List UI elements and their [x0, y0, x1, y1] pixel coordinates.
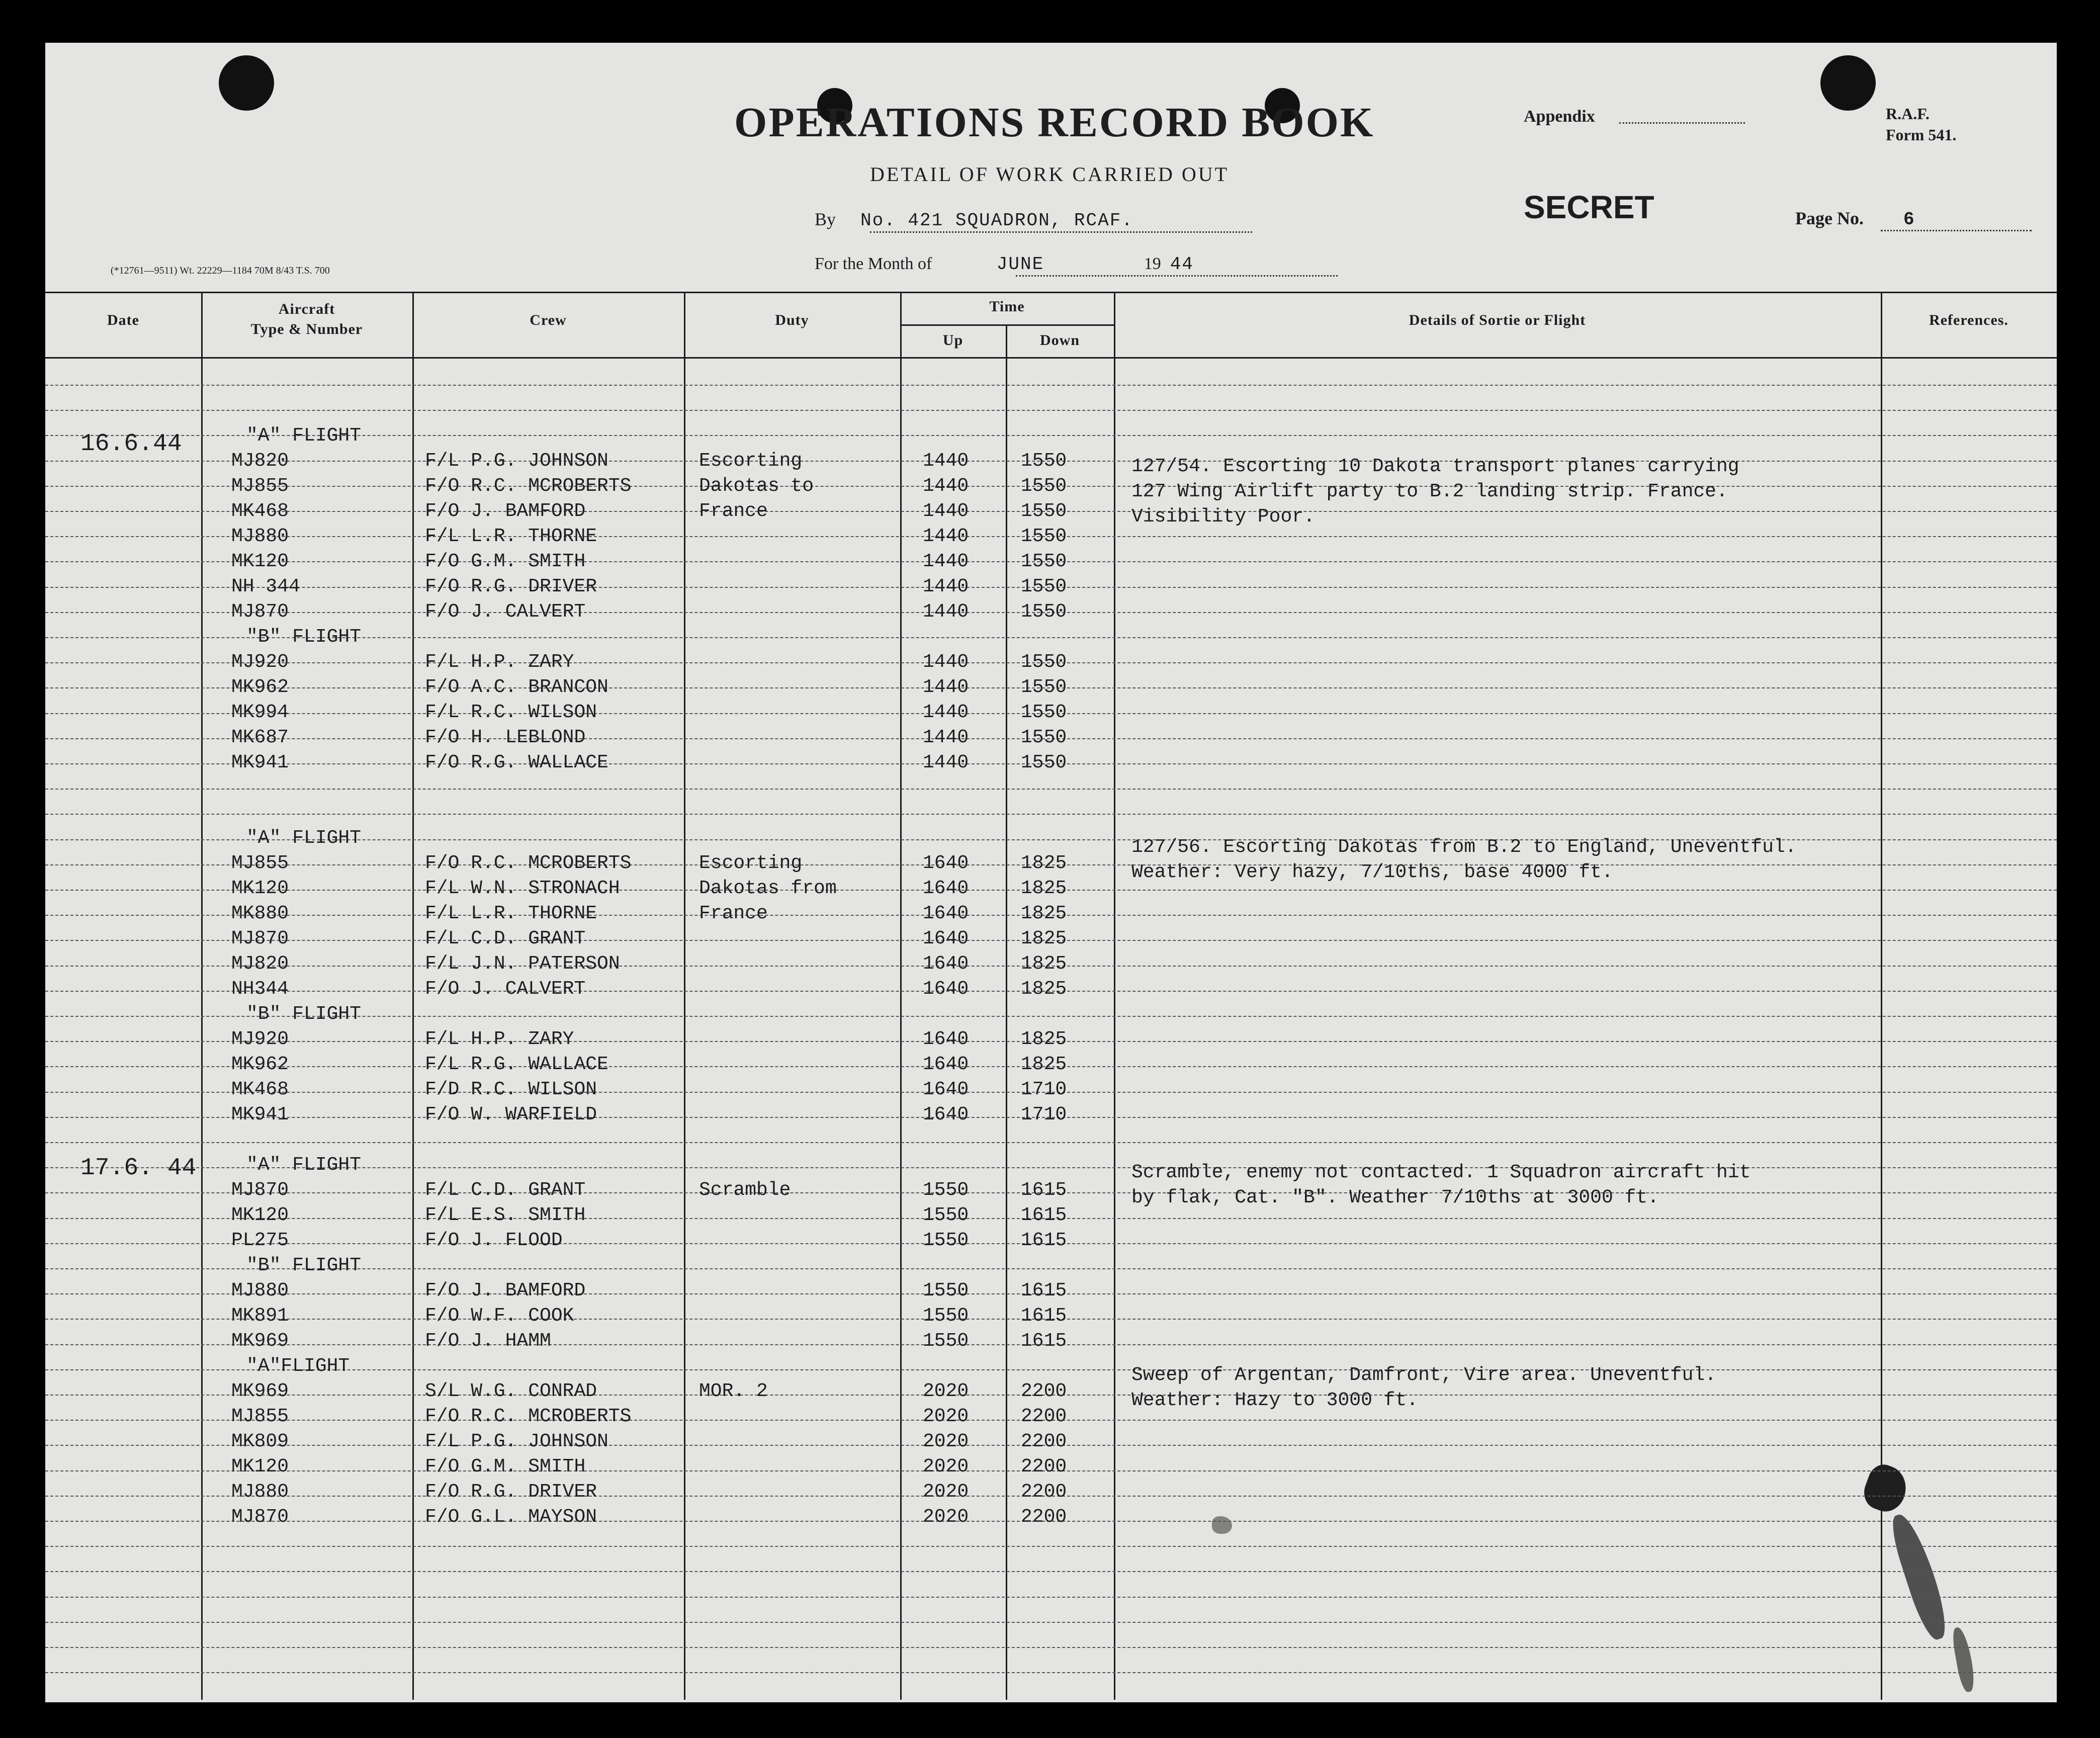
- crew-name: F/O A.C. BRANCON: [425, 676, 608, 698]
- aircraft-number: MK687: [231, 727, 289, 748]
- aircraft-number: MJ870: [231, 601, 289, 623]
- aircraft-number: PL275: [231, 1230, 289, 1251]
- page-subtitle: DETAIL OF WORK CARRIED OUT: [870, 163, 1230, 186]
- time-up: 2020: [923, 1481, 969, 1503]
- ruled-line: [45, 789, 2057, 790]
- time-up: 2020: [923, 1431, 969, 1452]
- print-code: (*12761—9511) Wt. 22229—1184 70M 8/43 T.S. 700: [111, 265, 330, 276]
- time-up: 1550: [923, 1204, 969, 1226]
- duty-text: Escorting: [699, 852, 803, 874]
- sortie-detail-line: Sweep of Argentan, Damfront, Vire area. Uneventful.: [1131, 1364, 1716, 1386]
- time-down: 1550: [1021, 702, 1067, 723]
- crew-name: F/O J. BAMFORD: [425, 500, 586, 522]
- year-value: 44: [1170, 254, 1194, 275]
- time-up: 1640: [923, 1079, 969, 1100]
- crew-name: F/O W.F. COOK: [425, 1305, 574, 1327]
- crew-name: F/O R.C. MCROBERTS: [425, 475, 632, 497]
- aircraft-number: MJ870: [231, 928, 289, 949]
- binder-hole: [219, 55, 274, 111]
- time-up: 1550: [923, 1330, 969, 1352]
- aircraft-number: MK120: [231, 1456, 289, 1478]
- flight-label: "A" FLIGHT: [246, 425, 362, 447]
- time-down: 1710: [1021, 1079, 1067, 1100]
- month-value: JUNE: [996, 254, 1044, 275]
- time-up: 1550: [923, 1280, 969, 1301]
- crew-name: F/L L.R. THORNE: [425, 903, 597, 924]
- crew-name: F/L W.N. STRONACH: [425, 878, 620, 899]
- crew-name: F/O J. CALVERT: [425, 978, 586, 1000]
- time-down: 1550: [1021, 551, 1067, 572]
- time-down: 1615: [1021, 1280, 1067, 1301]
- crew-name: F/L J.N. PATERSON: [425, 953, 620, 975]
- time-down: 1550: [1021, 450, 1067, 472]
- form-number: [1886, 103, 1956, 145]
- flight-label: "A" FLIGHT: [246, 1154, 362, 1176]
- crew-name: F/L P.G. JOHNSON: [425, 450, 608, 472]
- sortie-detail-line: 127/56. Escorting Dakotas from B.2 to England, Uneventful.: [1131, 836, 1797, 858]
- aircraft-number: MK969: [231, 1380, 289, 1402]
- sortie-detail-line: 127 Wing Airlift party to B.2 landing strip. France.: [1131, 481, 1728, 502]
- time-up: 1640: [923, 852, 969, 874]
- crew-name: F/L P.G. JOHNSON: [425, 1431, 608, 1452]
- aircraft-number: MK468: [231, 500, 289, 522]
- aircraft-number: MJ820: [231, 953, 289, 975]
- ruled-line: [45, 385, 2057, 386]
- time-down: 1825: [1021, 1054, 1067, 1075]
- squadron-line: [815, 209, 1133, 231]
- aircraft-number: MK880: [231, 903, 289, 924]
- header-bottom-rule: [45, 357, 2057, 359]
- flight-label: "B" FLIGHT: [246, 1255, 362, 1276]
- year-prefix: 19: [1144, 254, 1161, 273]
- time-up: 1640: [923, 1028, 969, 1050]
- crew-name: F/O H. LEBLOND: [425, 727, 586, 748]
- crew-name: F/L E.S. SMITH: [425, 1204, 586, 1226]
- time-down: 1825: [1021, 903, 1067, 924]
- page-number: [1795, 208, 1915, 230]
- aircraft-number: MK891: [231, 1305, 289, 1327]
- crew-name: F/O J. FLOOD: [425, 1230, 563, 1251]
- month-label: For the Month of: [815, 254, 932, 273]
- time-down: 1550: [1021, 727, 1067, 748]
- binder-hole: [1820, 55, 1876, 111]
- aircraft-number: MJ880: [231, 1280, 289, 1301]
- time-up: 1550: [923, 1230, 969, 1251]
- date-cell: 16.6.44: [80, 430, 182, 458]
- page-label: Page No.: [1795, 208, 1864, 228]
- col-aircraft-line2: Type & Number: [250, 321, 363, 337]
- aircraft-number: MJ920: [231, 1028, 289, 1050]
- duty-text: Dakotas from: [699, 878, 837, 899]
- aircraft-number: MJ920: [231, 651, 289, 673]
- ruled-line: [45, 1546, 2057, 1547]
- sortie-detail-line: 127/54. Escorting 10 Dakota transport planes carrying: [1131, 456, 1739, 477]
- time-up: 1640: [923, 928, 969, 949]
- aircraft-number: MK120: [231, 1204, 289, 1226]
- sortie-detail-line: by flak, Cat. "B". Weather 7/10ths at 3000 ft.: [1131, 1187, 1659, 1208]
- crew-name: F/L C.D. GRANT: [425, 1179, 586, 1201]
- fill-line: [1016, 275, 1338, 277]
- aircraft-number: NH 344: [231, 576, 300, 597]
- crew-name: S/L W.G. CONRAD: [425, 1380, 597, 1402]
- aircraft-number: MK994: [231, 702, 289, 723]
- crew-name: F/O G.M. SMITH: [425, 1456, 586, 1478]
- crew-name: F/O R.G. DRIVER: [425, 576, 597, 597]
- fill-line: [1619, 122, 1745, 124]
- crew-name: F/O W. WARFIELD: [425, 1104, 597, 1125]
- table-top-rule: [45, 292, 2057, 293]
- time-up: 1440: [923, 551, 969, 572]
- time-down: 1825: [1021, 1028, 1067, 1050]
- ink-stain: [1886, 1510, 1953, 1643]
- aircraft-number: MJ870: [231, 1506, 289, 1528]
- time-down: 1615: [1021, 1305, 1067, 1327]
- record-sheet: [45, 43, 2057, 1702]
- time-down: 1710: [1021, 1104, 1067, 1125]
- time-down: 1825: [1021, 978, 1067, 1000]
- ruled-line: [45, 1672, 2057, 1673]
- crew-name: F/O R.C. MCROBERTS: [425, 852, 632, 874]
- ink-stain: [1859, 1460, 1912, 1517]
- crew-name: F/O G.M. SMITH: [425, 551, 586, 572]
- sortie-detail-line: Scramble, enemy not contacted. 1 Squadron aircraft hit: [1131, 1162, 1751, 1183]
- crew-name: F/L R.C. WILSON: [425, 702, 597, 723]
- ruled-line: [45, 1622, 2057, 1623]
- col-crew: Crew: [530, 312, 567, 328]
- aircraft-number: MK468: [231, 1079, 289, 1100]
- form-line1: R.A.F.: [1886, 105, 1930, 123]
- time-down: 1550: [1021, 475, 1067, 497]
- time-up: 1440: [923, 651, 969, 673]
- duty-text: France: [699, 903, 768, 924]
- appendix-label: Appendix: [1524, 107, 1595, 126]
- ruled-line: [45, 1571, 2057, 1572]
- aircraft-number: MJ855: [231, 475, 289, 497]
- time-up: 1440: [923, 601, 969, 623]
- aircraft-number: MJ820: [231, 450, 289, 472]
- column-divider: [684, 292, 685, 1700]
- time-down: 1550: [1021, 676, 1067, 698]
- time-down: 1615: [1021, 1179, 1067, 1201]
- page-value: 6: [1903, 209, 1915, 230]
- col-time: Time: [989, 298, 1025, 315]
- time-up: 1440: [923, 475, 969, 497]
- crew-name: F/O G.L. MAYSON: [425, 1506, 597, 1528]
- time-down: 1825: [1021, 852, 1067, 874]
- duty-text: MOR. 2: [699, 1380, 768, 1402]
- ruled-line: [45, 410, 2057, 411]
- time-up: 2020: [923, 1406, 969, 1427]
- time-down: 1550: [1021, 576, 1067, 597]
- by-label: By: [815, 209, 836, 229]
- time-up: 1440: [923, 500, 969, 522]
- time-up: 2020: [923, 1456, 969, 1478]
- time-down: 1550: [1021, 651, 1067, 673]
- aircraft-number: MK941: [231, 752, 289, 773]
- crew-name: F/O J. HAMM: [425, 1330, 551, 1352]
- flight-label: "B" FLIGHT: [246, 626, 362, 648]
- time-down: 1615: [1021, 1230, 1067, 1251]
- sortie-detail-line: Weather: Very hazy, 7/10ths, base 4000 ft.: [1131, 861, 1613, 883]
- time-down: 1550: [1021, 500, 1067, 522]
- month-line: [815, 254, 1194, 275]
- column-divider: [201, 292, 203, 1700]
- time-down: 1550: [1021, 752, 1067, 773]
- column-divider: [1114, 292, 1115, 1700]
- date-cell: 17.6. 44: [80, 1155, 197, 1182]
- aircraft-number: MJ870: [231, 1179, 289, 1201]
- aircraft-number: MK941: [231, 1104, 289, 1125]
- fill-line: [870, 231, 1252, 233]
- ruled-line: [45, 1647, 2057, 1648]
- time-up: 1640: [923, 953, 969, 975]
- crew-name: F/L C.D. GRANT: [425, 928, 586, 949]
- time-down: 2200: [1021, 1380, 1067, 1402]
- crew-name: F/L L.R. THORNE: [425, 526, 597, 547]
- time-up: 1640: [923, 903, 969, 924]
- ruled-line: [45, 814, 2057, 815]
- aircraft-number: MJ880: [231, 526, 289, 547]
- sortie-detail-line: Weather: Hazy to 3000 ft.: [1131, 1389, 1419, 1411]
- aircraft-number: MK120: [231, 551, 289, 572]
- time-down: 2200: [1021, 1431, 1067, 1452]
- ink-stain: [1212, 1516, 1232, 1534]
- squadron-value: No. 421 SQUADRON, RCAF.: [860, 210, 1133, 231]
- aircraft-number: MK962: [231, 1054, 289, 1075]
- time-up: 1440: [923, 526, 969, 547]
- time-up: 1550: [923, 1179, 969, 1201]
- time-up: 1440: [923, 702, 969, 723]
- fill-line: [1881, 230, 2032, 231]
- col-up: Up: [942, 332, 964, 349]
- form-line2: Form 541.: [1886, 126, 1957, 144]
- time-down: 1615: [1021, 1204, 1067, 1226]
- column-divider: [900, 292, 902, 1700]
- time-up: 1550: [923, 1305, 969, 1327]
- time-down: 1550: [1021, 526, 1067, 547]
- time-down: 2200: [1021, 1481, 1067, 1503]
- crew-name: F/O R.C. MCROBERTS: [425, 1406, 632, 1427]
- duty-text: Scramble: [699, 1179, 791, 1201]
- col-aircraft: [201, 299, 412, 339]
- aircraft-number: MK962: [231, 676, 289, 698]
- aircraft-number: NH344: [231, 978, 289, 1000]
- page-title: OPERATIONS RECORD BOOK: [734, 99, 1375, 146]
- duty-text: Escorting: [699, 450, 803, 472]
- col-aircraft-line1: Aircraft: [278, 301, 335, 317]
- time-down: 1825: [1021, 878, 1067, 899]
- time-up: 2020: [923, 1506, 969, 1528]
- time-up: 1640: [923, 978, 969, 1000]
- time-up: 1440: [923, 752, 969, 773]
- aircraft-number: MK120: [231, 878, 289, 899]
- col-duty: Duty: [775, 312, 809, 328]
- time-up: 1640: [923, 1104, 969, 1125]
- time-down: 1825: [1021, 928, 1067, 949]
- crew-name: F/D R.C. WILSON: [425, 1079, 597, 1100]
- flight-label: "A"FLIGHT: [246, 1355, 350, 1377]
- flight-label: "B" FLIGHT: [246, 1003, 362, 1025]
- time-up: 1440: [923, 676, 969, 698]
- aircraft-number: MK809: [231, 1431, 289, 1452]
- crew-name: F/O J. CALVERT: [425, 601, 586, 623]
- crew-name: F/L H.P. ZARY: [425, 1028, 574, 1050]
- col-down: Down: [1039, 332, 1080, 349]
- ruled-line: [45, 1142, 2057, 1143]
- ink-stain: [1951, 1626, 1977, 1693]
- duty-text: France: [699, 500, 768, 522]
- time-up: 1640: [923, 878, 969, 899]
- time-down: 2200: [1021, 1406, 1067, 1427]
- time-down: 1550: [1021, 601, 1067, 623]
- time-up: 1640: [923, 1054, 969, 1075]
- time-up: 1440: [923, 450, 969, 472]
- crew-name: F/O R.G. WALLACE: [425, 752, 608, 773]
- duty-text: Dakotas to: [699, 475, 814, 497]
- aircraft-number: MJ855: [231, 1406, 289, 1427]
- crew-name: F/L H.P. ZARY: [425, 651, 574, 673]
- flight-label: "A" FLIGHT: [246, 827, 362, 849]
- time-down: 1825: [1021, 953, 1067, 975]
- time-down: 2200: [1021, 1506, 1067, 1528]
- col-date: Date: [107, 312, 139, 328]
- secret-stamp: SECRET: [1524, 189, 1654, 225]
- column-divider: [1006, 324, 1007, 1700]
- crew-name: F/L R.G. WALLACE: [425, 1054, 608, 1075]
- aircraft-number: MJ880: [231, 1481, 289, 1503]
- time-up: 1440: [923, 576, 969, 597]
- sortie-detail-line: Visibility Poor.: [1131, 506, 1315, 528]
- crew-name: F/O R.G. DRIVER: [425, 1481, 597, 1503]
- col-details: Details of Sortie or Flight: [1409, 312, 1586, 328]
- aircraft-number: MJ855: [231, 852, 289, 874]
- time-down: 2200: [1021, 1456, 1067, 1478]
- time-up: 1440: [923, 727, 969, 748]
- time-down: 1615: [1021, 1330, 1067, 1352]
- ruled-line: [45, 1597, 2057, 1598]
- col-references: References.: [1929, 312, 2008, 328]
- column-divider: [412, 292, 414, 1700]
- crew-name: F/O J. BAMFORD: [425, 1280, 586, 1301]
- aircraft-number: MK969: [231, 1330, 289, 1352]
- time-up: 2020: [923, 1380, 969, 1402]
